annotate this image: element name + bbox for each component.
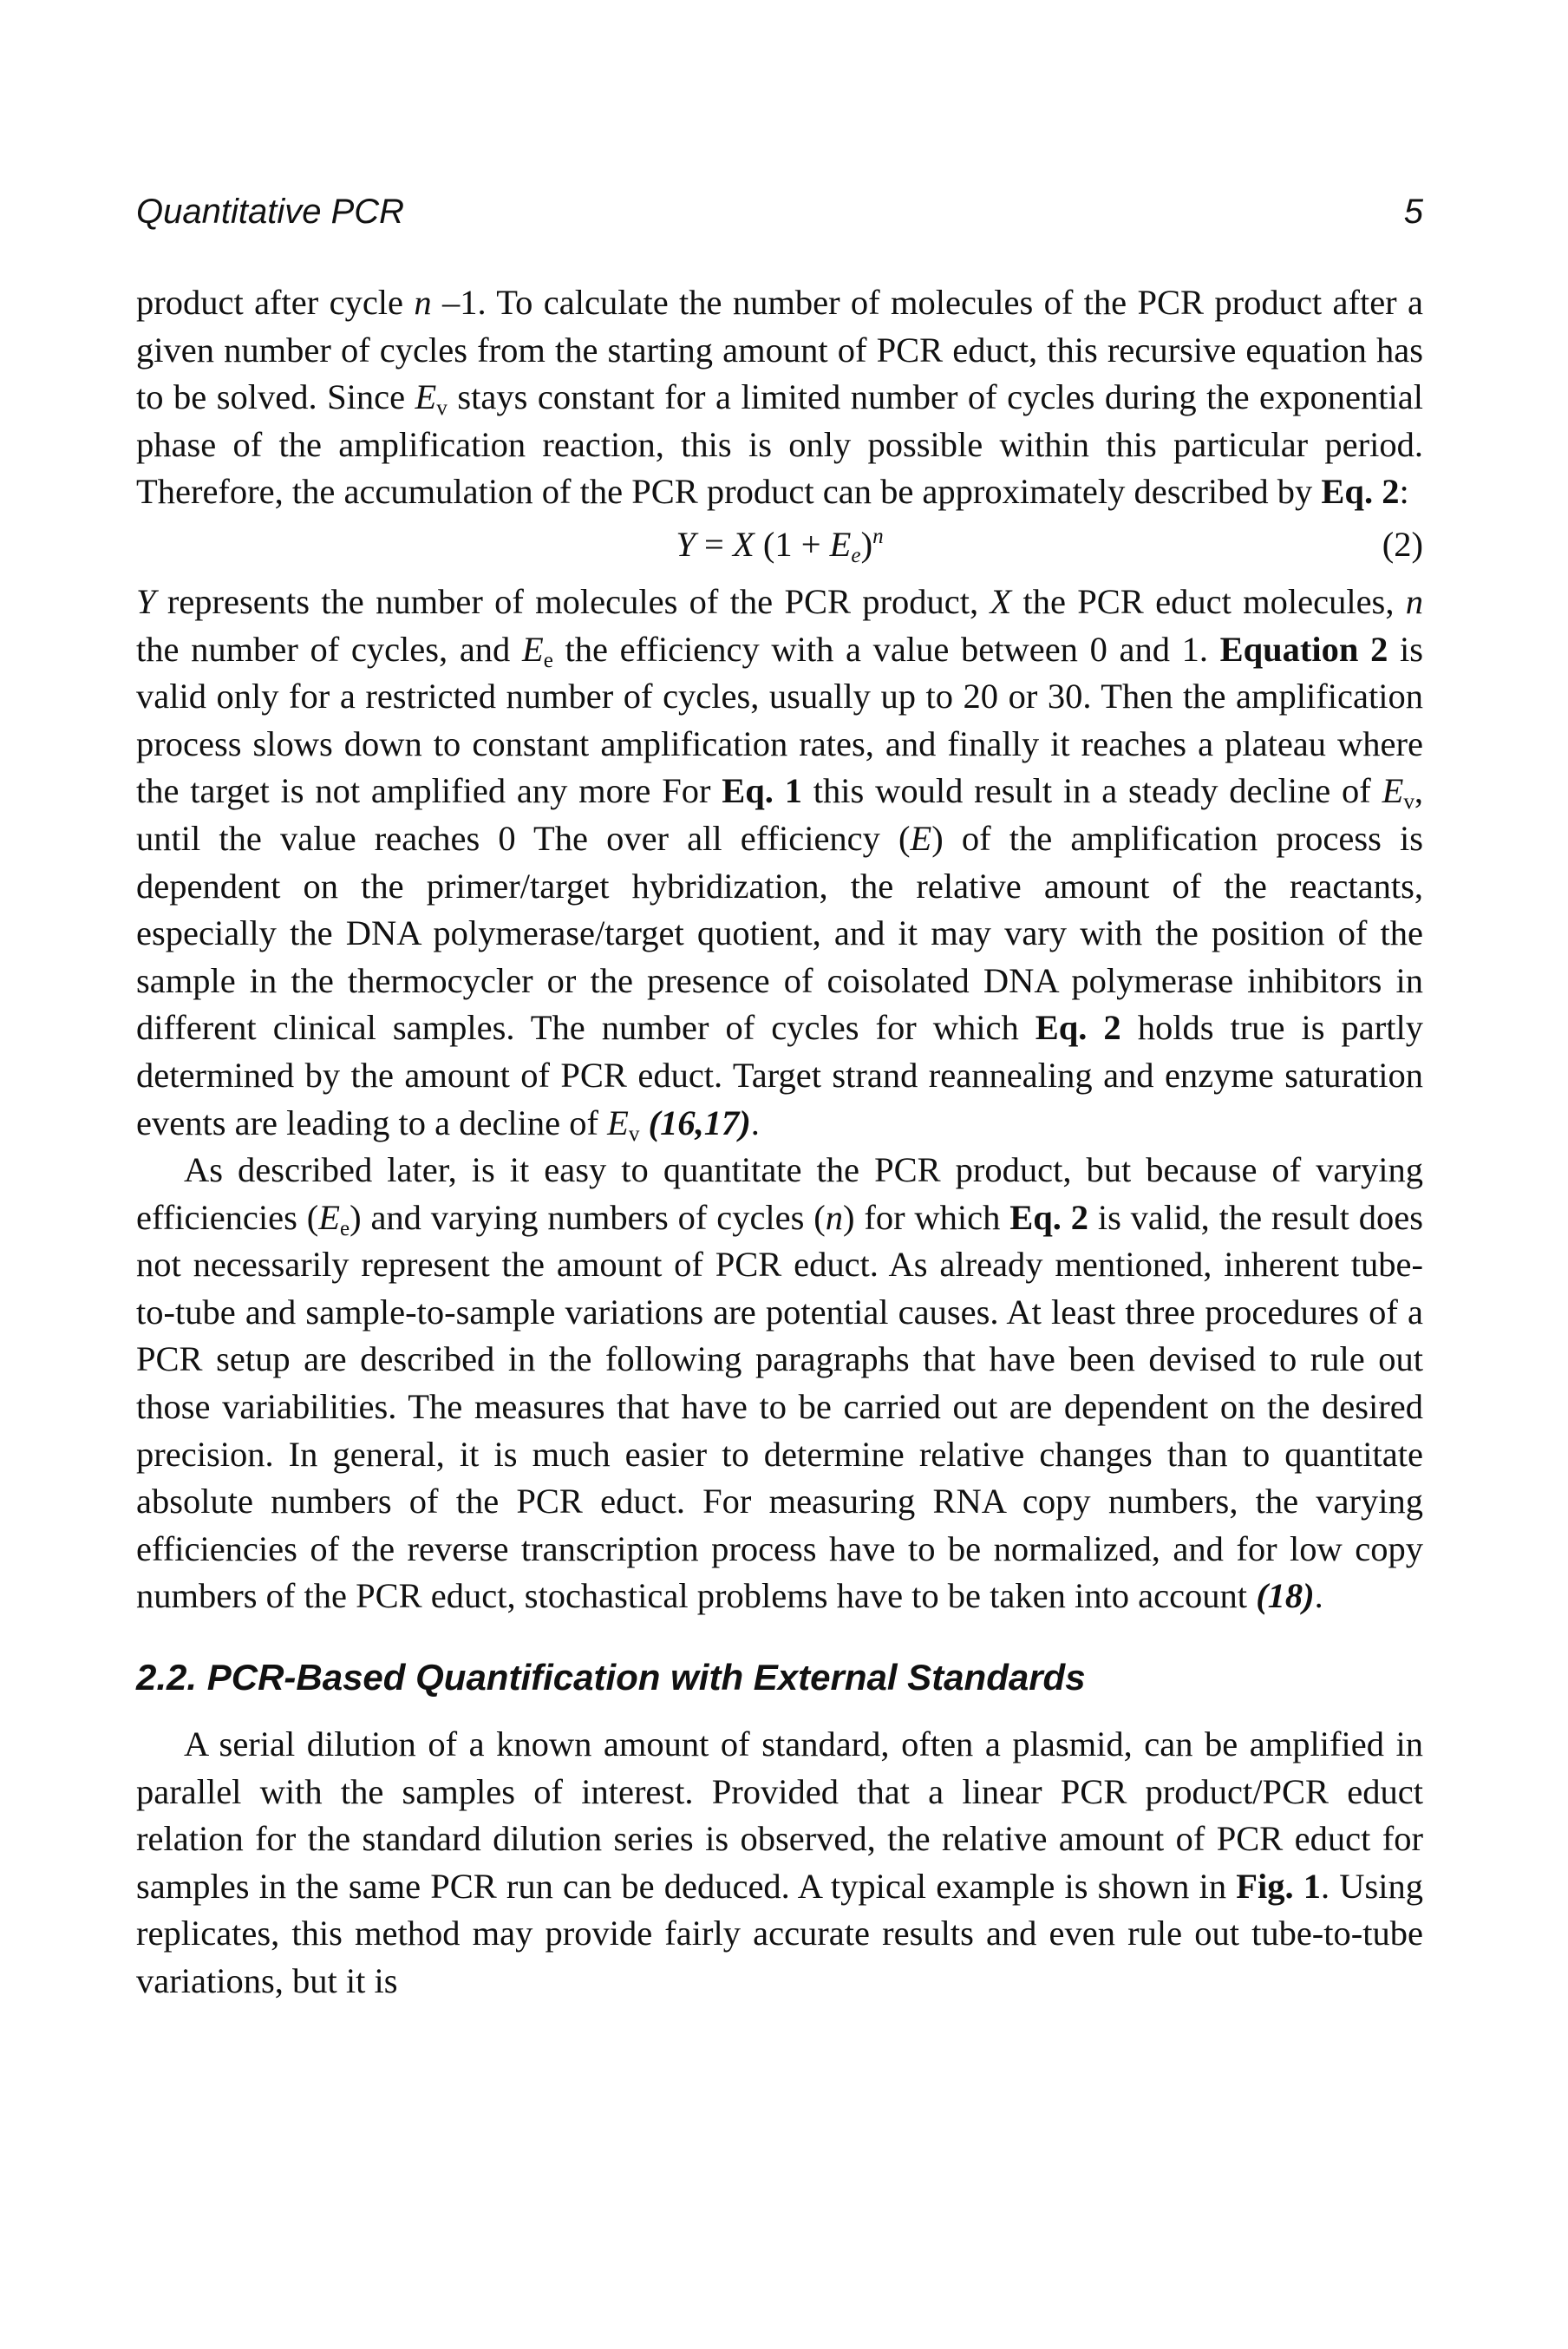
eq-open-paren: (1 + xyxy=(754,524,830,564)
paragraph-2 xyxy=(136,579,1423,1147)
equation-reference[interactable]: Eq. 2 xyxy=(1035,1008,1121,1048)
variable-E: E xyxy=(607,1103,629,1142)
text-run: ) for which xyxy=(843,1197,1010,1237)
equation-reference[interactable]: Eq. 2 xyxy=(1321,472,1400,512)
eq-equals: = xyxy=(695,524,733,564)
variable-n: n xyxy=(1405,581,1423,621)
text-run: , until the value reaches 0 The over all efficiency ( xyxy=(136,771,1423,858)
subscript-e: e xyxy=(543,648,553,672)
variable-E: E xyxy=(415,377,437,417)
variable-E: E xyxy=(318,1197,340,1237)
variable-E: E xyxy=(521,629,544,669)
text-run: the efficiency with a value between 0 and 1. xyxy=(552,629,1220,669)
text-run: . xyxy=(750,1103,760,1142)
subscript-v: v xyxy=(628,1122,640,1146)
text-run: the PCR educt molecules, xyxy=(1011,581,1406,621)
text-run: this would result in a steady decline of xyxy=(801,771,1382,811)
equation-reference[interactable]: Eq. 2 xyxy=(1009,1197,1088,1237)
text-run: the number of cycles, and xyxy=(136,629,522,669)
eq-X: X xyxy=(732,524,755,564)
subscript-e: e xyxy=(339,1216,350,1240)
text-run: . xyxy=(1314,1576,1323,1616)
variable-n: n xyxy=(825,1197,843,1237)
eq-Y: Y xyxy=(676,524,696,564)
text-run: stays constant for a limited number of cycles during the exponential phase of the amplification reaction, this is only possible within this particular period. Therefore, the accumulation of the PCR product can be approximately described by xyxy=(136,377,1423,512)
equation-2 xyxy=(136,521,1423,573)
subscript-v: v xyxy=(1403,790,1414,815)
variable-E: E xyxy=(1382,771,1404,811)
text-run: ) of the amplification process is dependent on the primer/target hybridization, the relative amount of the reactants, especially the DNA polymerase/target quotient, and it may vary with the position of the sample in the thermocycler or the presence of coisolated DNA polymerase inhibitors in different clinical samples. The number of cycles for which xyxy=(136,818,1424,1048)
citation[interactable]: (16,17) xyxy=(639,1103,751,1142)
variable-E: E xyxy=(910,818,932,858)
paragraph-1 xyxy=(136,279,1423,516)
text-run: . Using replicates, this method may provide fairly accurate results and even rule out tube-to-tube variations, but it is xyxy=(136,1866,1423,2000)
figure-reference[interactable]: Fig. 1 xyxy=(1236,1866,1321,1906)
equation-number: (2) xyxy=(1382,524,1423,564)
page-number: 5 xyxy=(1403,193,1423,231)
text-run: –1. To calculate the number of molecules of the PCR product after a given number of cycles from the starting amount of PCR educt, this recursive equation has to be solved. Since xyxy=(136,283,1424,417)
variable-n: n xyxy=(414,283,432,322)
paragraph-4 xyxy=(136,1721,1423,2005)
text-run: : xyxy=(1399,472,1409,512)
eq-exponent-n: n xyxy=(872,524,884,548)
eq-close-paren: ) xyxy=(860,524,873,564)
text-run: is valid only for a restricted number of cycles, usually up to 20 or 30. Then the amplification process slows down to constant amplification rates, and finally it reaches a plateau where the target is not amplified any more For xyxy=(136,629,1423,811)
running-header xyxy=(136,193,1423,245)
text-run: is valid, the result does not necessarily represent the amount of PCR educt. As already mentioned, inherent tube-to-tube and sample-to-sample variations are potential causes. At least three procedures of a PCR setup are described in the following paragraphs that have been devised to rule out those variabilities. The measures that have to be carried out are dependent on the desired precision. In general, it is much easier to determine relative changes than to quantitate absolute numbers of the PCR educt. For measuring RNA copy numbers, the varying efficiencies of the reverse transcription process have to be normalized, and for low copy numbers of the PCR educt, stochastical problems have to be taken into account xyxy=(136,1197,1423,1616)
text-run: holds true is partly determined by the amount of PCR educt. Target strand reannealing and enzyme saturation events are leading to a decline of xyxy=(136,1008,1423,1142)
text-run: product after cycle xyxy=(136,283,415,322)
text-run: As described later, is it easy to quantitate the PCR product, but because of varying efficiencies ( xyxy=(136,1150,1423,1237)
text-run: A serial dilution of a known amount of standard, often a plasmid, can be amplified in parallel with the samples of interest. Provided that a linear PCR product/PCR educt relation for the standard dilution series is observed, the relative amount of PCR educt for samples in the same PCR run can be deduced. A typical example is shown in xyxy=(136,1724,1423,1906)
text-run: ) and varying numbers of cycles ( xyxy=(350,1197,826,1237)
citation[interactable]: (18) xyxy=(1256,1576,1315,1616)
variable-Y: Y xyxy=(136,581,156,621)
section-heading: 2.2. PCR-Based Quantification with External Standards xyxy=(136,1657,1086,1698)
subscript-v: v xyxy=(436,396,448,421)
equation-formula xyxy=(136,521,1423,569)
paragraph-3 xyxy=(136,1147,1423,1620)
eq-subscript-e: e xyxy=(851,543,861,567)
eq-E: E xyxy=(829,524,852,564)
variable-X: X xyxy=(990,581,1012,621)
main-text xyxy=(136,279,1423,2005)
equation-reference[interactable]: Equation 2 xyxy=(1219,629,1388,669)
text-run: represents the number of molecules of the PCR product, xyxy=(155,581,990,621)
running-title: Quantitative PCR xyxy=(136,193,405,231)
equation-reference[interactable]: Eq. 1 xyxy=(722,771,802,811)
